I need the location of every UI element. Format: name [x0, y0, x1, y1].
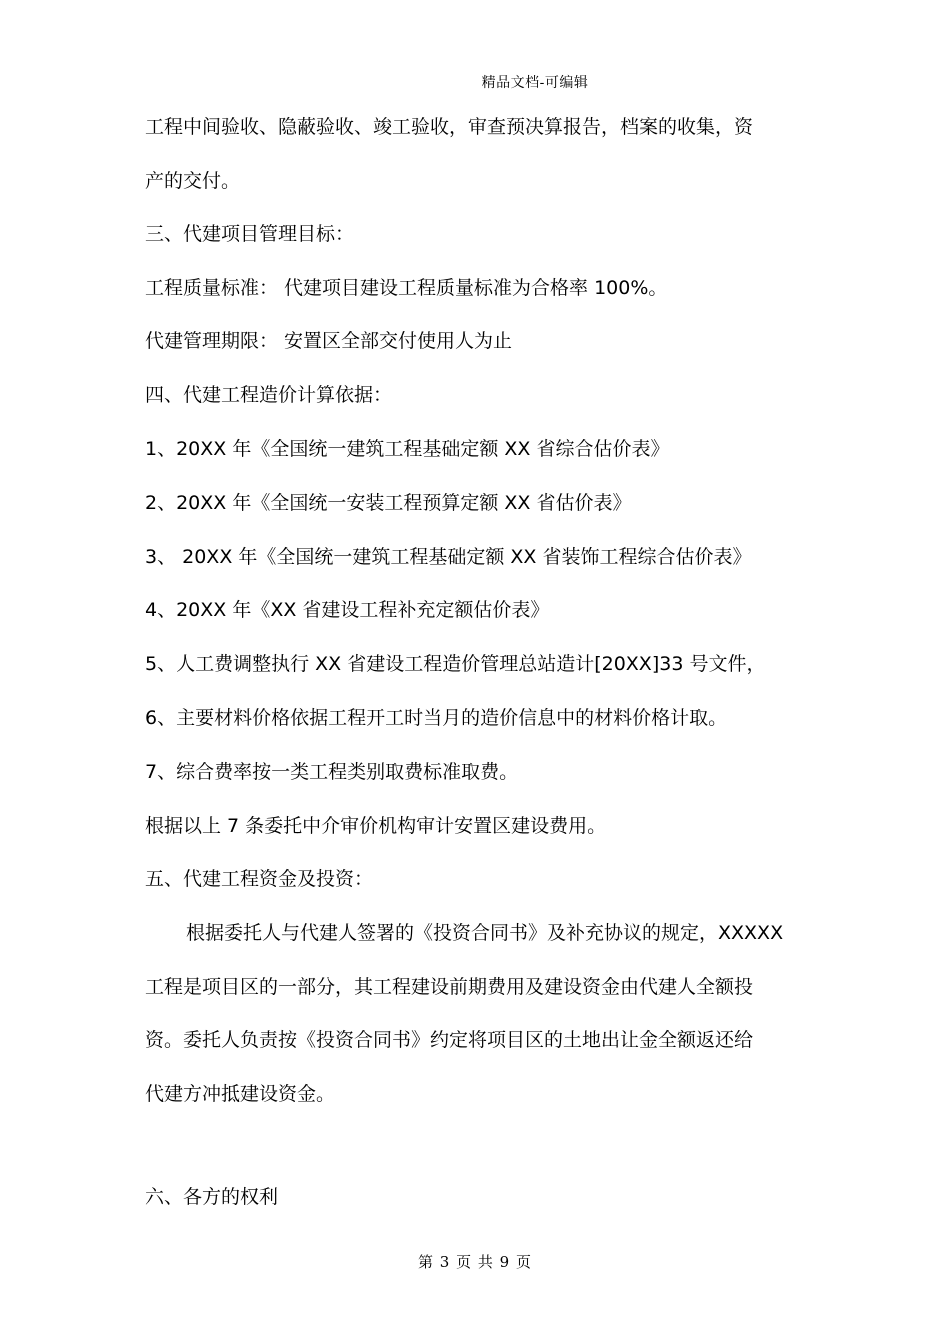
body-line: 工程中间验收、隐蔽验收、竣工验收，审查预决算报告，档案的收集，资: [145, 116, 754, 138]
list-item: 7、综合费率按一类工程类别取费标准取费。: [145, 761, 519, 783]
section-heading: 五、代建工程资金及投资：: [145, 868, 374, 890]
paragraph-line: 工程是项目区的一部分，其工程建设前期费用及建设资金由代建人全额投: [145, 976, 754, 998]
section-heading: 六、各方的权利: [145, 1186, 279, 1208]
list-item: 2、20XX 年《全国统一安装工程预算定额 XX 省估价表》: [145, 492, 632, 514]
body-line: 产的交付。: [145, 170, 241, 192]
section-heading: 四、代建工程造价计算依据：: [145, 384, 393, 406]
body-line: 根据以上 7 条委托中介审价机构审计安置区建设费用。: [145, 815, 607, 837]
page-footer: 第 3 页 共 9 页: [418, 1253, 532, 1271]
list-item: 1、20XX 年《全国统一建筑工程基础定额 XX 省综合估价表》: [145, 438, 670, 460]
paragraph-line: 根据委托人与代建人签署的《投资合同书》及补充协议的规定，XXXXX: [186, 922, 784, 944]
list-item: 6、主要材料价格依据工程开工时当月的造价信息中的材料价格计取。: [145, 707, 728, 729]
paragraph-line: 代建方冲抵建设资金。: [145, 1083, 336, 1105]
list-item: 3、 20XX 年《全国统一建筑工程基础定额 XX 省装饰工程综合估价表》: [145, 546, 752, 568]
list-item: 4、20XX 年《XX 省建设工程补充定额估价表》: [145, 599, 550, 621]
list-item: 5、人工费调整执行 XX 省建设工程造价管理总站造计[20XX]33 号文件，: [145, 653, 766, 675]
page-header: 精品文档-可编辑: [481, 75, 589, 91]
paragraph-line: 资。委托人负责按《投资合同书》约定将项目区的土地出让金全额返还给: [145, 1029, 754, 1051]
body-line: 代建管理期限： 安置区全部交付使用人为止: [145, 330, 513, 352]
section-heading: 三、代建项目管理目标：: [145, 223, 355, 245]
body-line: 工程质量标准： 代建项目建设工程质量标准为合格率 100%。: [145, 277, 668, 299]
